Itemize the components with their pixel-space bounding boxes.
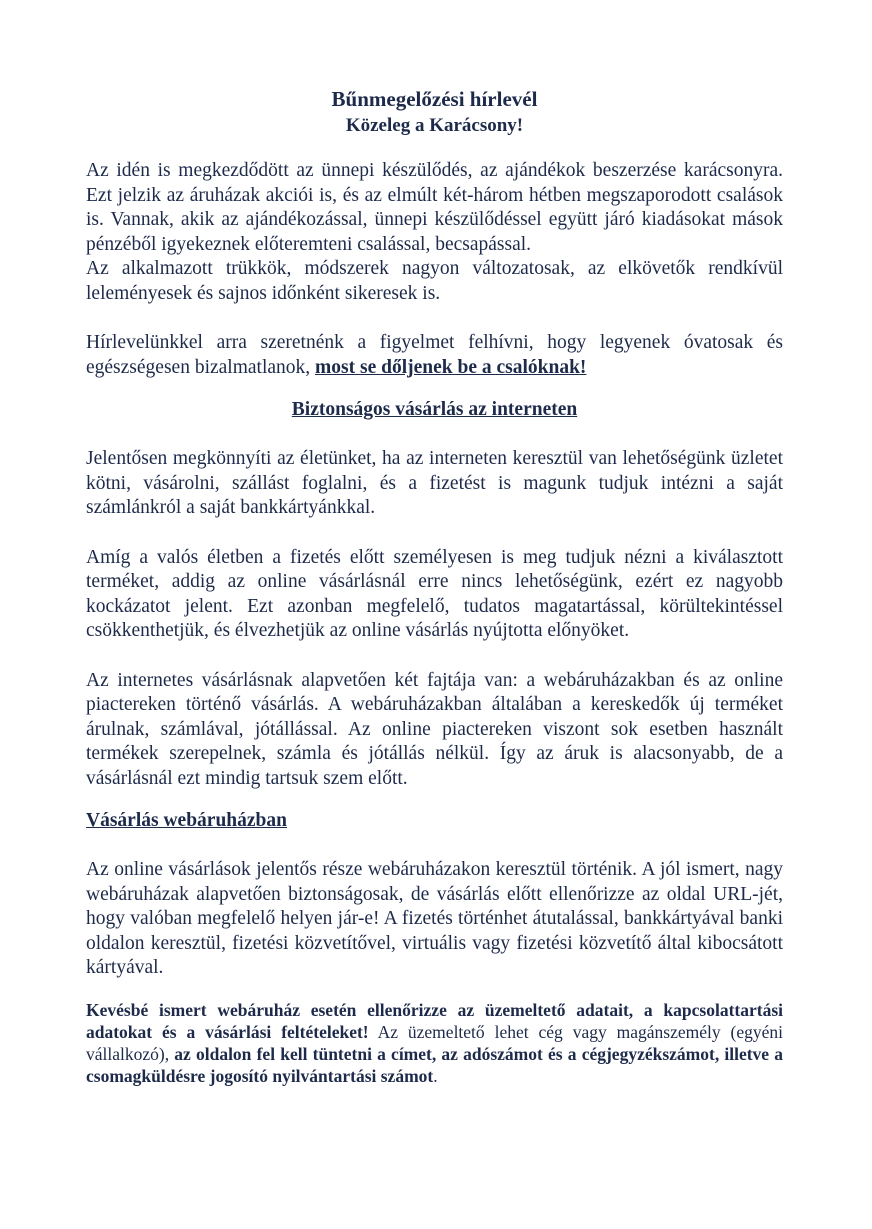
spacer xyxy=(86,422,783,447)
spacer xyxy=(86,981,783,999)
spacer xyxy=(86,791,783,809)
intro-paragraph-3-emphasis: most se dőljenek be a csalóknak! xyxy=(315,356,587,378)
spacer xyxy=(86,833,783,858)
section-heading-webshop: Vásárlás webáruházban xyxy=(86,810,287,831)
spacer xyxy=(86,306,783,331)
section2-paragraph-1: Az online vásárlások jelentős része webáruházakon keresztül történik. A jól ismert, nagy webáruházak alapvetően biztonságosak, de vásárlás előtt ellenőrizze az oldal URL-jét, hogy valóban megfelelő helyen jár-e! A fizetés történhet átutalással, bankkártyával banki oldalon keresztül, fizetési közvetítővel, virtuális vagy fizetési közvetítő által kibocsátott kártyával. xyxy=(86,859,783,978)
intro-paragraph-3 xyxy=(86,331,783,380)
newsletter-title: Bűnmegelőzési hírlevél xyxy=(331,87,538,111)
intro-paragraph-1: Az idén is megkezdődött az ünnepi készülődés, az ajándékok beszerzése karácsonyra. Ezt jelzik az áruházak akciói is, és az elmúlt két-három hétben megszaporodott csalások is. Vannak, akik az ajándékozással, ünnepi készülődéssel együtt járó kiadásokat mások pénzéből igyekeznek előteremteni csalással, becsapással. xyxy=(86,160,783,255)
section1-paragraph-1: Jelentősen megkönnyíti az életünket, ha az interneten keresztül van lehetőségünk üzletet kötni, vásárolni, szállást foglalni, és a fizetést is magunk tudjuk intézni a saját számlánkról a saját bankkártyánkkal. xyxy=(86,448,783,518)
section2-paragraph-2-normal-1: Az üzemeltető lehet cég vagy magánszemély (egyéni vállalkozó), xyxy=(86,1021,783,1064)
spacer xyxy=(86,521,783,546)
intro-paragraph-3-text: Hírlevelünkkel arra szeretnénk a figyelmet felhívni, hogy legyenek óvatosak és egészségesen bizalmatlanok, xyxy=(86,332,783,378)
section2-paragraph-2-bold-2: az oldalon fel kell tüntetni a címet, az adószámot és a cégjegyzékszámot, illetve a csomagküldésre jogosító nyilvántartási számot xyxy=(86,1043,784,1086)
section-heading-safe-shopping: Biztonságos vásárlás az interneten xyxy=(291,399,578,420)
section2-paragraph-2 xyxy=(86,999,783,1087)
section1-paragraph-2: Amíg a valós életben a fizetés előtt személyesen is meg tudjuk nézni a kiválasztott terméket, addig az online vásárlásnál erre nincs lehetőségünk, ezért ez nagyobb kockázatot jelent. Ezt azonban megfelelő, tudatos magatartással, körültekintéssel csökkenthetjük, és élvezhetjük az online vásárlás nyújtotta előnyöket. xyxy=(86,546,783,641)
spacer xyxy=(86,644,783,669)
document-content xyxy=(86,86,783,1087)
intro-paragraph-2: Az alkalmazott trükkök, módszerek nagyon változatosak, az elkövetők rendkívül leleményesek és sajnos időnként sikeresek is. xyxy=(86,258,783,304)
newsletter-subtitle: Közeleg a Karácsony! xyxy=(345,115,524,136)
spacer xyxy=(86,380,783,398)
section2-paragraph-2-normal-2: . xyxy=(433,1065,438,1086)
section2-paragraph-2-bold-1: Kevésbé ismert webáruház esetén ellenőrizze az üzemeltető adatait, a kapcsolattartási adatokat és a vásárlási feltételeket! xyxy=(86,999,783,1042)
section1-paragraph-3: Az internetes vásárlásnak alapvetően két fajtája van: a webáruházakban és az online piactereken történő vásárlás. A webáruházakban általában a kereskedők új terméket árulnak, számlával, jótállással. Az online piactereken viszont sok esetben használt termékek szerepelnek, számla és jótállás nélkül. Így az áruk is alacsonyabb, de a vásárlásnál ezt mindig tartsuk szem előtt. xyxy=(86,669,783,789)
